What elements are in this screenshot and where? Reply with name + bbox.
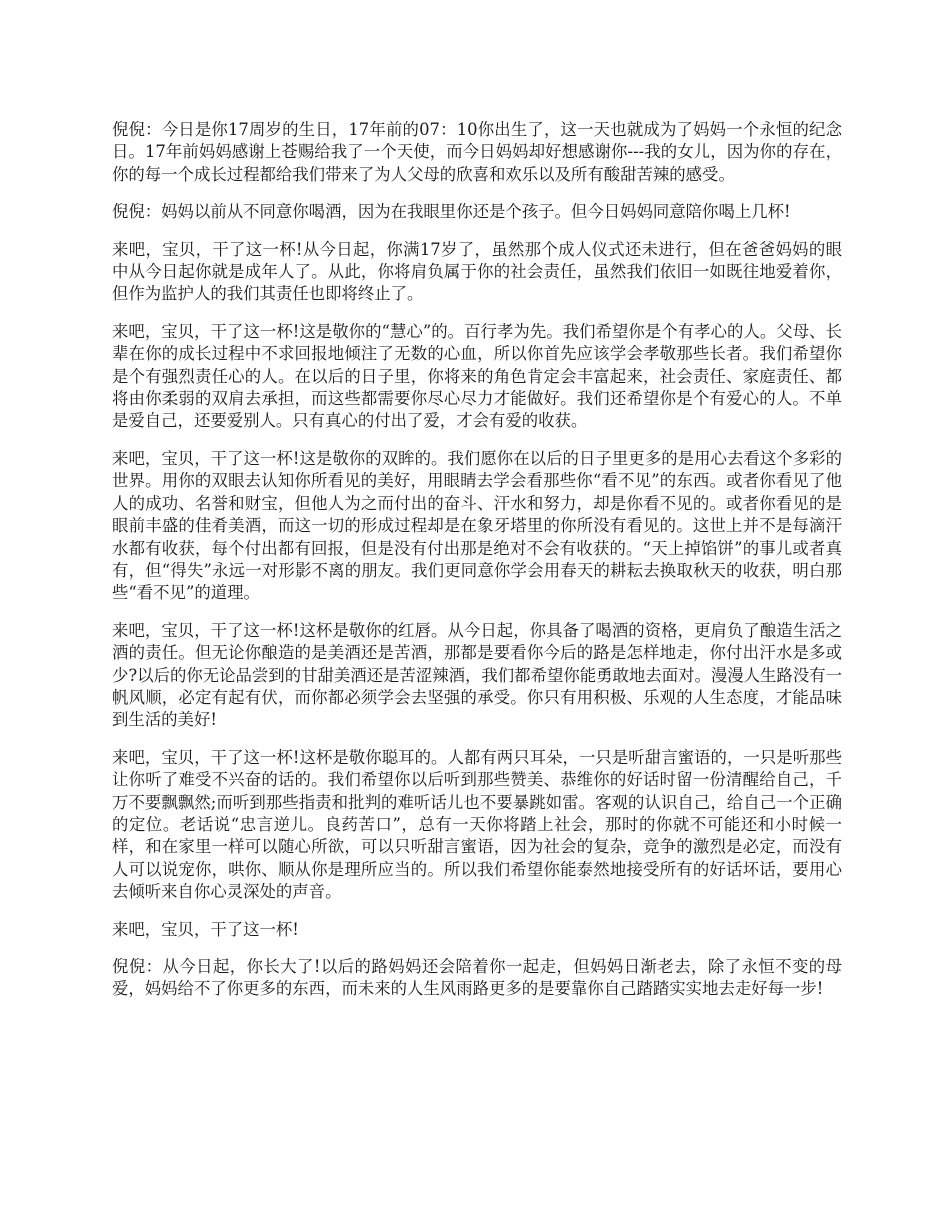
paragraph-6: 来吧，宝贝，干了这一杯!这杯是敬你的红唇。从今日起，你具备了喝酒的资格，更肩负了酿造生活之酒的责任。但无论你酿造的是美酒还是苦酒，那都是要看你今后的路是怎样地走，你付出汗水是多或少?以后的你无论品尝到的甘甜美酒还是苦涩辣酒，我们都希望你能勇敢地去面对。漫漫人生路没有一帆风顺，必定有起有伏，而你都必须学会去坚强的承受。你只有用积极、乐观的人生态度，才能品味到生活的美好! [112,620,842,730]
paragraph-3: 来吧，宝贝，干了这一杯!从今日起，你满17岁了，虽然那个成人仪式还未进行，但在爸爸妈妈的眼中从今日起你就是成年人了。从此，你将肩负属于你的社会责任，虽然我们依旧一如既往地爱着你，但作为监护人的我们其责任也即将终止了。 [112,239,842,304]
paragraph-7: 来吧，宝贝，干了这一杯!这杯是敬你聪耳的。人都有两只耳朵，一只是听甜言蜜语的，一只是听那些让你听了难受不兴奋的话的。我们希望你以后听到那些赞美、恭维你的好话时留一份清醒给自己，千万不要飘飘然;而听到那些指责和批判的难听话儿也不要暴跳如雷。客观的认识自己，给自己一个正确的定位。老话说“忠言逆儿。良药苦口”，总有一天你将踏上社会，那时的你就不可能还和小时候一样，和在家里一样可以随心所欲，可以只听甜言蜜语，因为社会的复杂，竞争的激烈是必定，而没有人可以说宠你，哄你、顺从你是理所应当的。所以我们希望你能泰然地接受所有的好话坏话，要用心去倾听来自你心灵深处的声音。 [112,747,842,902]
paragraph-2: 倪倪：妈妈以前从不同意你喝酒，因为在我眼里你还是个孩子。但今日妈妈同意陪你喝上几杯! [112,202,791,222]
paragraph-8: 来吧，宝贝，干了这一杯! [112,919,299,939]
document-body [112,119,842,1016]
paragraph-5: 来吧，宝贝，干了这一杯!这是敬你的双眸的。我们愿你在以后的日子里更多的是用心去看这个多彩的世界。用你的双眼去认知你所看见的美好，用眼睛去学会看那些你“看不见”的东西。或者你看见了他人的成功、名誉和财宝，但他人为之而付出的奋斗、汗水和努力，却是你看不见的。或者你看见的是眼前丰盛的佳肴美酒，而这一切的形成过程却是在象牙塔里的你所没有看见的。这世上并不是每滴汗水都有收获，每个付出都有回报，但是没有付出那是绝对不会有收获的。“天上掉馅饼”的事儿或者真有，但“得失”永远一对形影不离的朋友。我们更同意你学会用春天的耕耘去换取秋天的收获，明白那些“看不见”的道理。 [112,448,842,603]
paragraph-9: 倪倪：从今日起，你长大了!以后的路妈妈还会陪着你一起走，但妈妈日渐老去，除了永恒不变的母爱，妈妈给不了你更多的东西，而未来的人生风雨路更多的是要靠你自己踏踏实实地去走好每一步! [112,957,842,999]
paragraph-4: 来吧，宝贝，干了这一杯!这是敬你的“慧心”的。百行孝为先。我们希望你是个有孝心的人。父母、长辈在你的成长过程中不求回报地倾注了无数的心血，所以你首先应该学会孝敬那些长者。我们希望你是个有强烈责任心的人。在以后的日子里，你将来的角色肯定会丰富起来，社会责任、家庭责任、都将由你柔弱的双肩去承担，而这些都需要你尽心尽力才能做好。我们还希望你是个有爱心的人。不单是爱自己，还要爱别人。只有真心的付出了爱，才会有爱的收获。 [112,321,842,431]
paragraph-1: 倪倪：今日是你17周岁的生日，17年前的07：10你出生了，这一天也就成为了妈妈一个永恒的纪念日。17年前妈妈感谢上苍赐给我了一个天使，而今日妈妈却好想感谢你---我的女儿，因为你的存在，你的每一个成长过程都给我们带来了为人父母的欣喜和欢乐以及所有酸甜苦辣的感受。 [112,120,842,184]
